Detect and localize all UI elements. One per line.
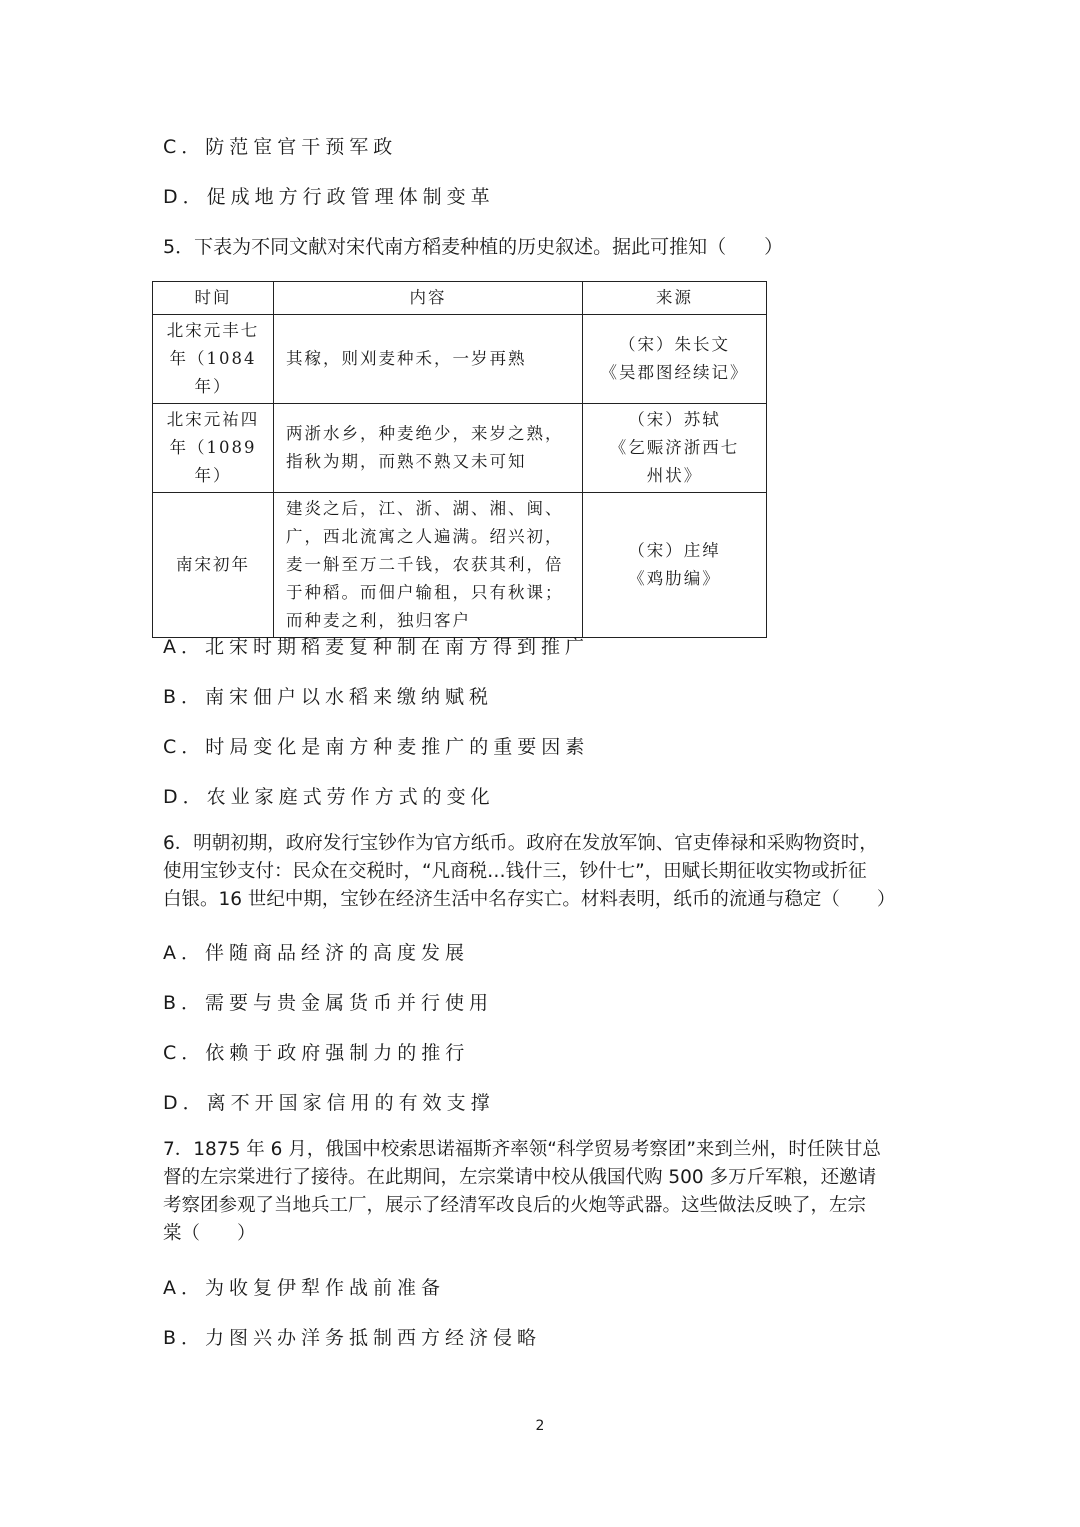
table-row — [153, 493, 767, 638]
q7-option-b: B．力图兴办洋务抵制西方经济侵略 — [163, 1327, 542, 1349]
table-cell-source — [583, 315, 767, 404]
q5-option-b: B．南宋佃户以水稻来缴纳赋税 — [163, 686, 494, 708]
q6-option-a: A．伴随商品经济的高度发展 — [163, 942, 469, 964]
table-cell-time — [153, 493, 274, 638]
table-cell-content — [274, 493, 583, 638]
table-row — [153, 404, 767, 493]
cell-line: 两浙水乡，种麦绝少，来岁之熟， — [286, 424, 564, 443]
cell-line: 年） — [194, 377, 232, 396]
cell-line: 《吴郡图经续记》 — [600, 363, 749, 382]
cell-line: 北宋元祐四 — [166, 410, 260, 429]
cell-line: 指秋为期，而熟不熟又未可知 — [286, 452, 527, 471]
table-cell-content — [274, 404, 583, 493]
q6-stem — [163, 830, 923, 914]
table-cell-time — [153, 404, 274, 493]
table-header-row — [153, 282, 767, 315]
cell-line: 《鸡肋编》 — [628, 569, 721, 588]
q7-option-a: A．为收复伊犁作战前准备 — [163, 1277, 445, 1299]
table-header-source: 来源 — [583, 282, 767, 315]
q5-table — [152, 281, 767, 638]
cell-line: （宋）庄绰 — [628, 541, 721, 560]
q7-stem — [163, 1136, 923, 1248]
table-cell-source — [583, 404, 767, 493]
cell-line: 其稼，则刈麦种禾，一岁再熟 — [286, 349, 527, 368]
q5-option-d: D．农业家庭式劳作方式的变化 — [163, 786, 495, 808]
page-number: 2 — [535, 1418, 545, 1434]
table-header-content: 内容 — [274, 282, 583, 315]
stem-line: 6．明朝初期，政府发行宝钞作为官方纸币。政府在发放军饷、官吏俸禄和采购物资时， — [163, 833, 878, 854]
q5-stem: 5．下表为不同文献对宋代南方稻麦种植的历史叙述。据此可推知（ ） — [163, 236, 784, 258]
table-cell-time — [153, 315, 274, 404]
cell-line: 于种稻。而佃户输租，只有秋课； — [286, 583, 564, 602]
stem-line: 7．1875 年 6 月，俄国中校索思诺福斯齐率领“科学贸易考察团”来到兰州，时任陕甘总 — [163, 1139, 881, 1160]
cell-line: 建炎之后，江、浙、湖、湘、闽、 — [286, 499, 564, 518]
cell-line: （宋）朱长文 — [619, 335, 730, 354]
stem-line: 使用宝钞支付：民众在交税时，“凡商税…钱什三，钞什七”，田赋长期征收实物或折征 — [163, 861, 867, 882]
table-cell-source — [583, 493, 767, 638]
cell-line: 广，西北流寓之人遍满。绍兴初， — [286, 527, 564, 546]
q4-option-d: D．促成地方行政管理体制变革 — [163, 186, 495, 208]
cell-line: 州状》 — [646, 466, 703, 485]
cell-line: 年（1084 — [169, 349, 257, 368]
cell-line: 年） — [194, 466, 232, 485]
q6-option-b: B．需要与贵金属货币并行使用 — [163, 992, 494, 1014]
q4-option-c: C．防范宦官干预军政 — [163, 136, 398, 158]
stem-line: 考察团参观了当地兵工厂，展示了经清军改良后的火炮等武器。这些做法反映了，左宗 — [163, 1195, 867, 1216]
q6-option-c: C．依赖于政府强制力的推行 — [163, 1042, 470, 1064]
q6-option-d: D．离不开国家信用的有效支撑 — [163, 1092, 495, 1114]
table-cell-content — [274, 315, 583, 404]
stem-line: 白银。16 世纪中期，宝钞在经济生活中名存实亡。材料表明，纸币的流通与稳定（ ） — [163, 889, 896, 910]
table-header-time: 时间 — [153, 282, 274, 315]
cell-line: 南宋初年 — [176, 555, 250, 574]
q5-option-a: A．北宋时期稻麦复种制在南方得到推广 — [163, 636, 589, 658]
stem-line: 督的左宗棠进行了接待。在此期间，左宗棠请中校从俄国代购 500 多万斤军粮，还邀请 — [163, 1167, 877, 1188]
cell-line: （宋）苏轼 — [628, 410, 721, 429]
table-row — [153, 315, 767, 404]
cell-line: 麦一斛至万二千钱，农获其利，倍 — [286, 555, 564, 574]
cell-line: 年（1089 — [169, 438, 257, 457]
cell-line: 北宋元丰七 — [166, 321, 260, 340]
stem-line: 棠（ ） — [163, 1223, 256, 1244]
q5-option-c: C．时局变化是南方种麦推广的重要因素 — [163, 736, 590, 758]
cell-line: 《乞赈济浙西七 — [609, 438, 740, 457]
cell-line: 而种麦之利，独归客户 — [286, 611, 471, 630]
